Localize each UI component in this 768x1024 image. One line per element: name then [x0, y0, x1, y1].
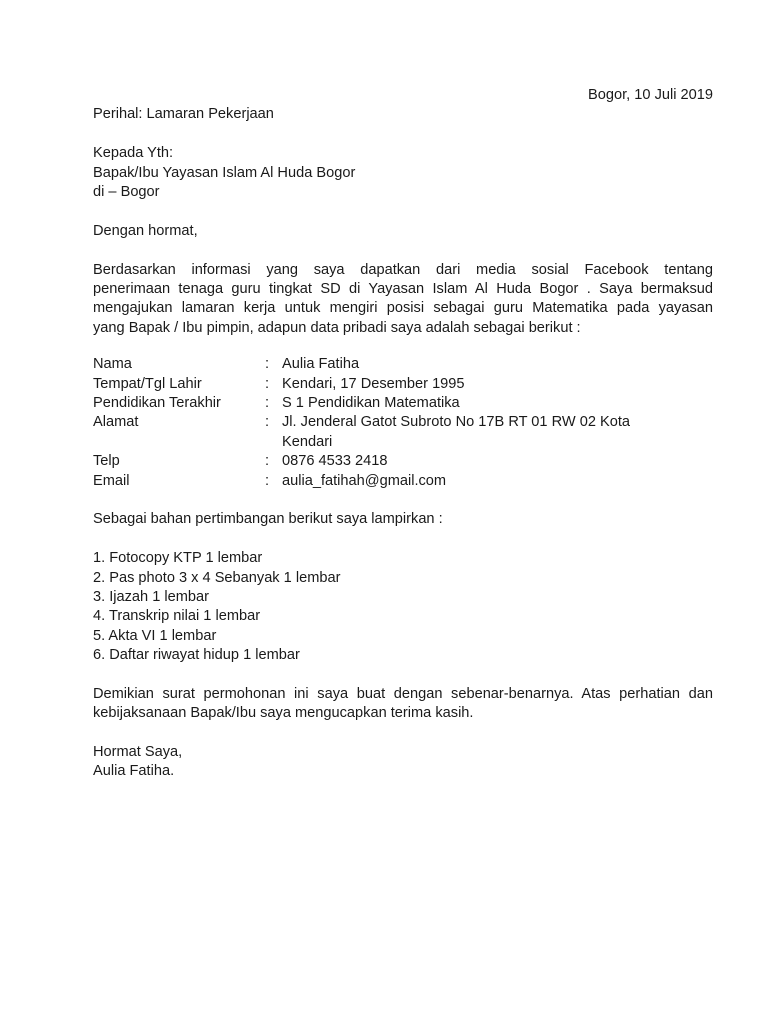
place-date: Bogor, 10 Juli 2019 — [588, 87, 713, 103]
field-row-pendidikan — [93, 394, 713, 413]
spacer — [93, 338, 713, 353]
field-value: 0876 4533 2418 — [282, 453, 388, 470]
spacer — [93, 241, 713, 260]
spacer — [93, 666, 713, 685]
address-line-1: Jl. Jenderal Gatot Subroto No 17B RT 01 RW 02 Kota — [282, 414, 631, 431]
field-value: Aulia Fatiha — [282, 356, 360, 373]
closing-paragraph — [93, 685, 713, 724]
field-label: Pendidikan Terakhir — [93, 394, 221, 411]
field-colon: : — [265, 356, 270, 373]
field-value-multiline — [282, 413, 713, 452]
recipient-salutation: Kepada Yth: — [93, 145, 174, 162]
greeting: Dengan hormat, — [93, 222, 198, 239]
field-label: Email — [93, 472, 130, 489]
field-label: Alamat — [93, 414, 139, 431]
field-colon: : — [265, 375, 270, 392]
signature-name: Aulia Fatiha. — [93, 763, 175, 780]
field-row-tempat-tgl-lahir — [93, 375, 713, 394]
recipient-name: Bapak/Ibu Yayasan Islam Al Huda Bogor — [93, 164, 356, 181]
field-colon: : — [265, 453, 270, 470]
field-label: Telp — [93, 453, 120, 470]
closing-line: kebijaksanaan Bapak/Ibu saya mengucapkan terima kasih. — [93, 705, 474, 722]
list-item: 5. Akta VI 1 lembar — [93, 627, 217, 644]
personal-data-table — [93, 355, 713, 491]
field-value: aulia_fatihah@gmail.com — [282, 472, 447, 489]
spacer — [93, 491, 713, 510]
field-value: S 1 Pendidikan Matematika — [282, 394, 460, 411]
field-value: Kendari, 17 Desember 1995 — [282, 375, 465, 392]
spacer — [93, 724, 713, 743]
list-item: 4. Transkrip nilai 1 lembar — [93, 608, 261, 625]
list-item: 3. Ijazah 1 lembar — [93, 588, 210, 605]
address-line-2: Kendari — [282, 433, 333, 450]
recipient-block — [93, 144, 713, 202]
field-row-alamat — [93, 413, 713, 452]
list-item: 1. Fotocopy KTP 1 lembar — [93, 550, 263, 567]
field-row-email — [93, 472, 713, 491]
attachments-intro: Sebagai bahan pertimbangan berikut saya lampirkan : — [93, 511, 443, 528]
attachments-list — [93, 549, 713, 665]
field-row-nama — [93, 355, 713, 374]
intro-line: penerimaan tenaga guru tingkat SD di Yayasan Islam Al Huda Bogor . Saya bermaksud — [93, 280, 713, 297]
intro-paragraph — [93, 261, 713, 339]
field-row-telp — [93, 452, 713, 471]
list-item: 2. Pas photo 3 x 4 Sebanyak 1 lembar — [93, 569, 341, 586]
subject-line: Perihal: Lamaran Pekerjaan — [93, 106, 274, 123]
field-label: Tempat/Tgl Lahir — [93, 375, 202, 392]
intro-line: yang Bapak / Ibu pimpin, adapun data pribadi saya adalah sebagai berikut : — [93, 319, 581, 336]
closing-line: Demikian surat permohonan ini saya buat dengan sebenar-benarnya. Atas perhatian dan — [93, 685, 713, 702]
recipient-location: di – Bogor — [93, 183, 160, 200]
field-label: Nama — [93, 356, 132, 373]
spacer — [93, 202, 713, 221]
intro-line: Berdasarkan informasi yang saya dapatkan dari media sosial Facebook tentang — [93, 261, 713, 278]
list-item: 6. Daftar riwayat hidup 1 lembar — [93, 647, 300, 664]
sign-off: Hormat Saya, — [93, 744, 183, 761]
field-colon: : — [265, 394, 270, 411]
intro-line: mengajukan lamaran kerja untuk mengiri posisi sebagai guru Matematika pada yayasan — [93, 300, 713, 317]
field-colon: : — [265, 472, 270, 489]
spacer — [93, 530, 713, 549]
letter-page — [93, 86, 713, 782]
field-colon: : — [265, 414, 270, 431]
spacer — [93, 125, 713, 144]
